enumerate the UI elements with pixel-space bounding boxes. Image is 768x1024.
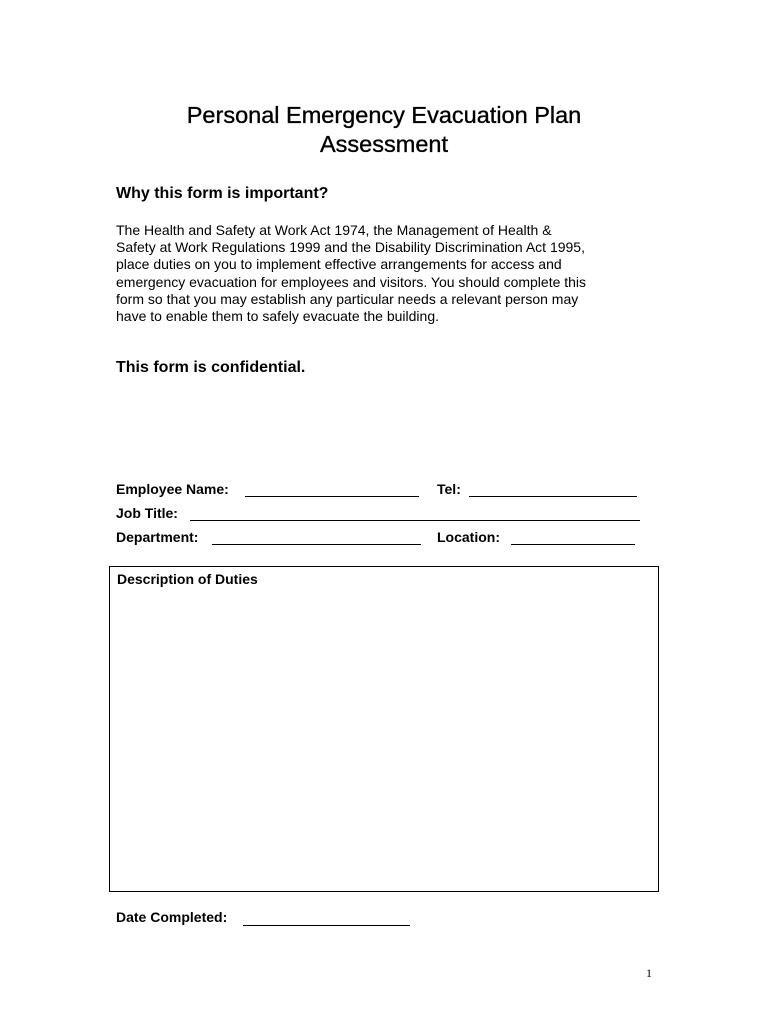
job-title-field[interactable] xyxy=(190,520,640,521)
department-field[interactable] xyxy=(212,544,421,545)
location-label: Location: xyxy=(437,529,500,545)
confidential-heading: This form is confidential. xyxy=(116,359,306,376)
tel-label: Tel: xyxy=(437,481,461,497)
intro-line: place duties on you to implement effective arrangements for access and xyxy=(116,256,562,273)
document-title-line-1: Personal Emergency Evacuation Plan xyxy=(186,102,582,128)
employee-name-label: Employee Name: xyxy=(116,481,229,497)
date-completed-label: Date Completed: xyxy=(116,909,228,925)
intro-line: form so that you may establish any particular needs a relevant person may xyxy=(116,290,579,307)
department-label: Department: xyxy=(116,529,199,545)
description-of-duties-box[interactable] xyxy=(109,566,659,892)
intro-paragraph xyxy=(116,222,656,325)
intro-line: have to enable them to safely evacuate the building. xyxy=(116,308,439,325)
intro-line: The Health and Safety at Work Act 1974, the Management of Health & xyxy=(116,222,552,238)
location-field[interactable] xyxy=(511,544,635,545)
date-completed-field[interactable] xyxy=(243,925,410,926)
job-title-label: Job Title: xyxy=(116,505,178,521)
intro-line: emergency evacuation for employees and visitors. You should complete this xyxy=(116,273,587,290)
employee-name-field[interactable] xyxy=(245,496,419,497)
description-of-duties-label: Description of Duties xyxy=(117,571,258,587)
page-number: 1 xyxy=(646,966,652,980)
document-title-line-2: Assessment xyxy=(320,131,448,157)
intro-line: Safety at Work Regulations 1999 and the Disability Discrimination Act 1995, xyxy=(116,239,585,256)
why-heading: Why this form is important? xyxy=(116,185,329,202)
tel-field[interactable] xyxy=(469,496,637,497)
